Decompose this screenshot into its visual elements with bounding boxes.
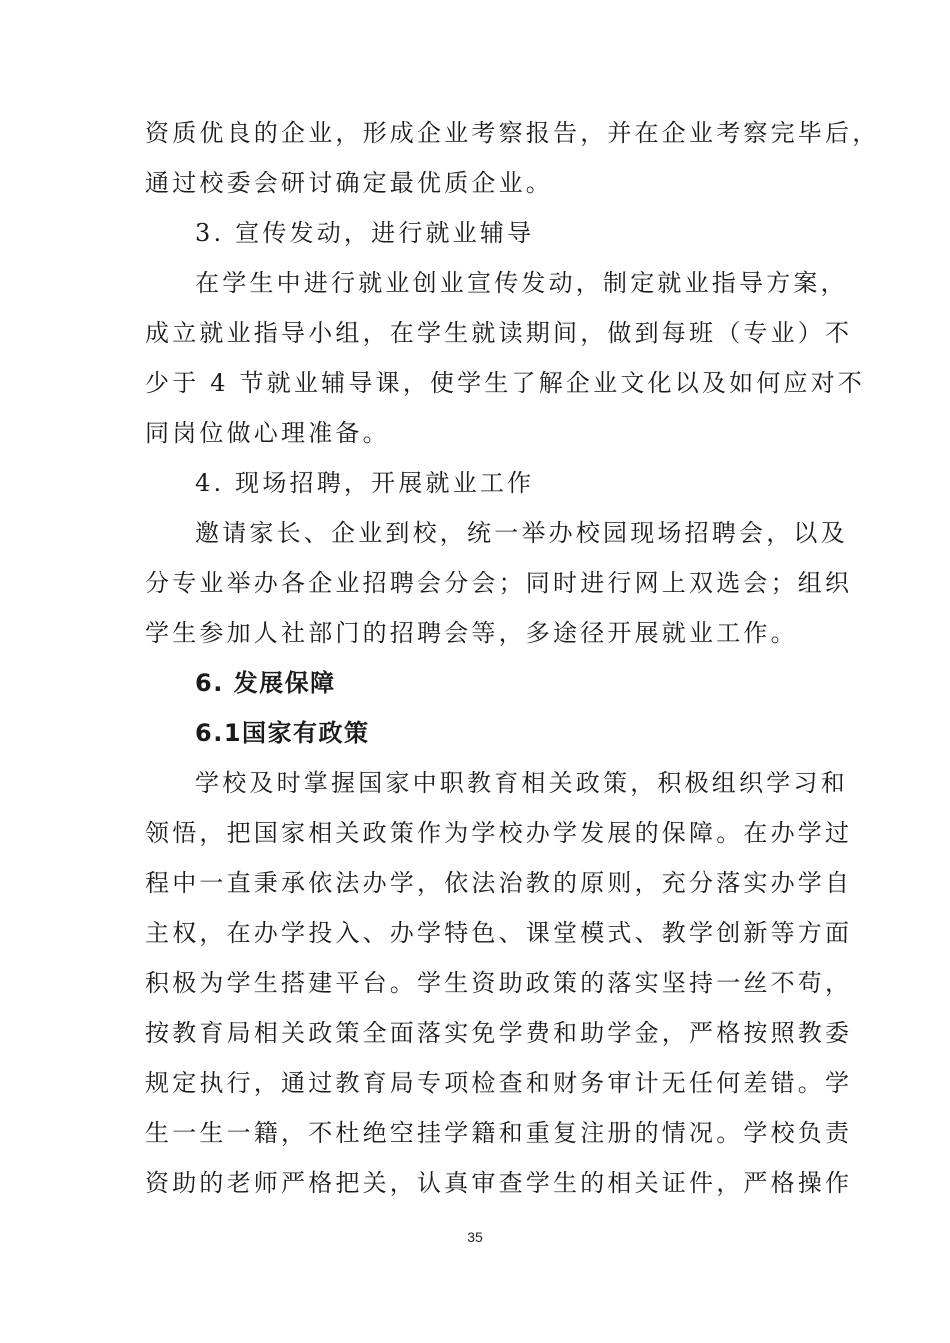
subheading-publicity: 3. 宣传发动，进行就业辅导 bbox=[195, 219, 535, 247]
paragraph-line: 主权，在办学投入、办学特色、课堂模式、教学创新等方面 bbox=[145, 919, 853, 947]
paragraph-line: 少于 4 节就业辅导课，使学生了解企业文化以及如何应对不 bbox=[145, 369, 866, 397]
paragraph-line: 通过校委会研讨确定最优质企业。 bbox=[145, 169, 553, 197]
subheading-recruitment: 4. 现场招聘，开展就业工作 bbox=[195, 469, 535, 497]
paragraph-line: 规定执行，通过教育局专项检查和财务审计无任何差错。学 bbox=[145, 1069, 853, 1097]
paragraph-line: 在学生中进行就业创业宣传发动，制定就业指导方案， bbox=[195, 269, 848, 297]
paragraph-line: 同岗位做心理准备。 bbox=[145, 419, 390, 447]
paragraph-line: 学生参加人社部门的招聘会等，多途径开展就业工作。 bbox=[145, 619, 798, 647]
subsection-heading: 6.1国家有政策 bbox=[195, 719, 370, 747]
paragraph-line: 邀请家长、企业到校，统一举办校园现场招聘会，以及 bbox=[195, 519, 848, 547]
page-number: 35 bbox=[467, 1229, 483, 1245]
paragraph-line: 按教育局相关政策全面落实免学费和助学金，严格按照教委 bbox=[145, 1019, 853, 1047]
section-heading: 6. 发展保障 bbox=[195, 669, 336, 697]
paragraph-line: 领悟，把国家相关政策作为学校办学发展的保障。在办学过 bbox=[145, 819, 853, 847]
paragraph-line: 生一生一籍，不杜绝空挂学籍和重复注册的情况。学校负责 bbox=[145, 1119, 853, 1147]
paragraph-line: 资质优良的企业，形成企业考察报告，并在企业考察完毕后， bbox=[145, 119, 880, 147]
paragraph-line: 分专业举办各企业招聘会分会；同时进行网上双选会；组织 bbox=[145, 569, 853, 597]
paragraph-line: 成立就业指导小组，在学生就读期间，做到每班（专业）不 bbox=[145, 319, 853, 347]
paragraph-line: 程中一直秉承依法办学，依法治教的原则，充分落实办学自 bbox=[145, 869, 853, 897]
paragraph-line: 学校及时掌握国家中职教育相关政策，积极组织学习和 bbox=[195, 769, 848, 797]
paragraph-line: 积极为学生搭建平台。学生资助政策的落实坚持一丝不苟， bbox=[145, 969, 853, 997]
paragraph-line: 资助的老师严格把关，认真审查学生的相关证件，严格操作 bbox=[145, 1169, 853, 1197]
